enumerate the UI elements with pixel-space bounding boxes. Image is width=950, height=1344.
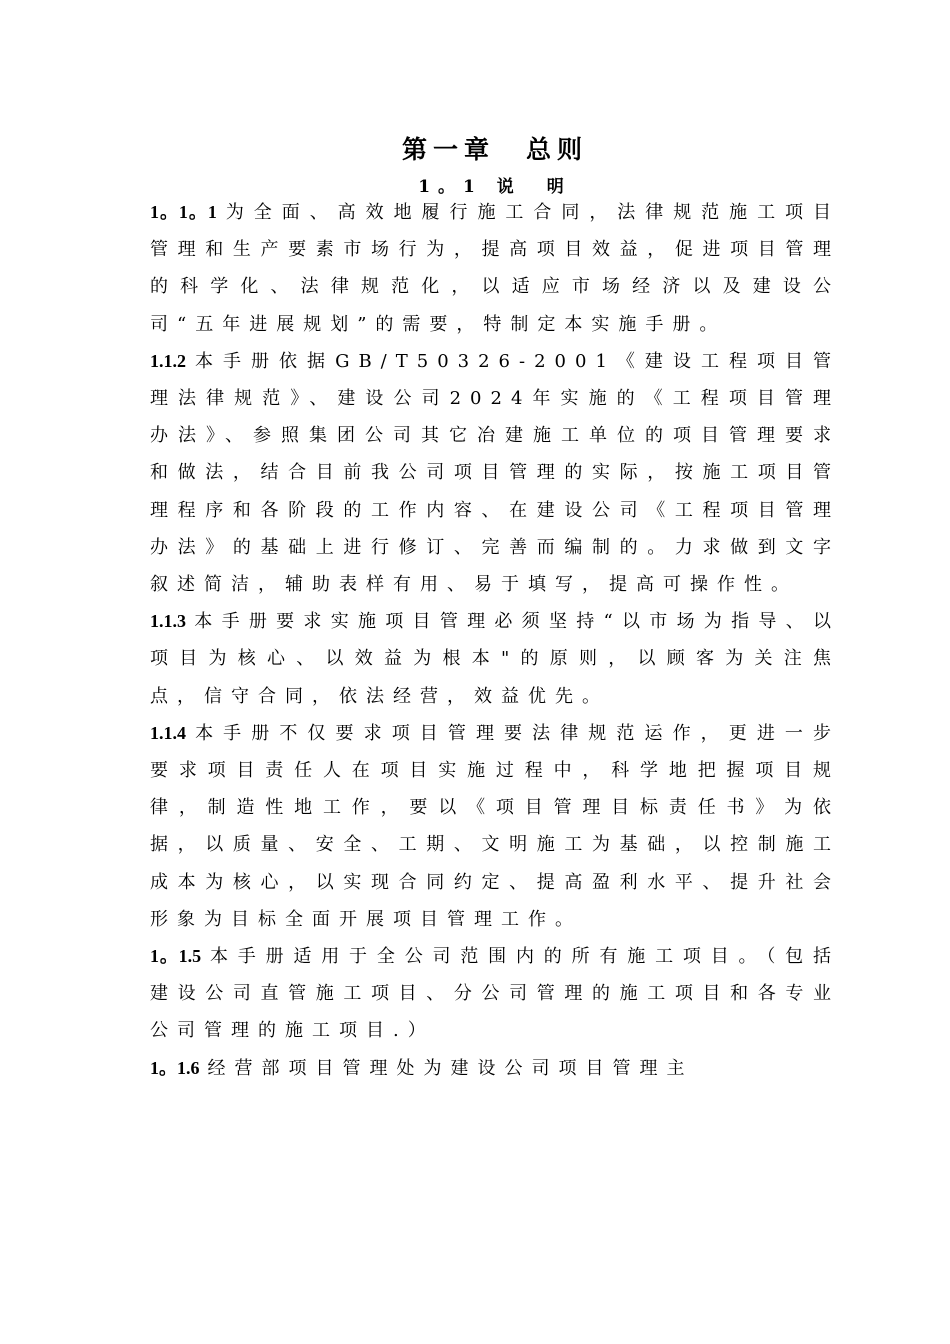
paragraph-number: 1.1.3 [150, 611, 186, 632]
paragraph-text: 经营部项目管理处为建设公司项目管理主 [207, 1057, 694, 1079]
paragraph-1-1-3 [150, 603, 840, 715]
paragraph-1-1-1 [150, 194, 840, 343]
paragraph-text: 为全面、高效地履行施工合同，法律规范施工项目管理和生产要素市场行为，提高项目效益，促进项目管理的科学化、法律规范化，以适应市场经济以及建设公司“五年进展规划”的需要，特制定本实施手册。 [150, 202, 841, 335]
paragraph-text: 本手册要求实施项目管理必须坚持“以市场为指导、以项目为核心、以效益为根本"的原则，以顾客为关注焦点，信守合同，依法经营，效益优先。 [150, 611, 840, 707]
paragraph-text: 本手册适用于全公司范围内的所有施工项目。（包括建设公司直管施工项目、分公司管理的施工项目和各专业公司管理的施工项目.） [150, 946, 840, 1042]
body-text [150, 194, 840, 1087]
paragraph-1-1-4 [150, 715, 840, 938]
chapter-title: 第一章 总则 [401, 135, 588, 164]
paragraph-number: 1。1.5 [150, 946, 202, 967]
paragraph-1-1-6 [150, 1050, 840, 1087]
paragraph-1-1-2 [150, 343, 840, 603]
paragraph-number: 1。1。1 [150, 202, 217, 222]
paragraph-text: 本手册不仅要求项目管理要法律规范运作，更进一步要求项目责任人在项目实施过程中，科学地把握项目规律，制造性地工作，要以《项目管理目标责任书》为依据，以质量、安全、工期、文明施工为基础，以控制施工成本为核心，以实现合同约定、提高盈利水平、提升社会形象为目标全面开展项目管理工作。 [150, 722, 840, 930]
paragraph-number: 1.1.2 [150, 350, 186, 371]
section-title: 1。1 说 明 [418, 177, 572, 197]
paragraph-1-1-5 [150, 938, 840, 1050]
paragraph-number: 1。1.6 [150, 1057, 200, 1078]
paragraph-number: 1.1.4 [150, 722, 186, 743]
paragraph-text: 本手册依据GB/T50326-2001《建设工程项目管理法律规范》、建设公司2024年实施的《工程项目管理办法》、参照集团公司其它冶建施工单位的项目管理要求和做法，结合目前我公司项目管理的实际，按施工项目管理程序和各阶段的工作内容、在建设公司《工程项目管理办法》的基础上进行修订、完善而编制的。力求做到文字叙述简洁，辅助表样有用、易于填写，提高可操作性。 [150, 350, 840, 596]
